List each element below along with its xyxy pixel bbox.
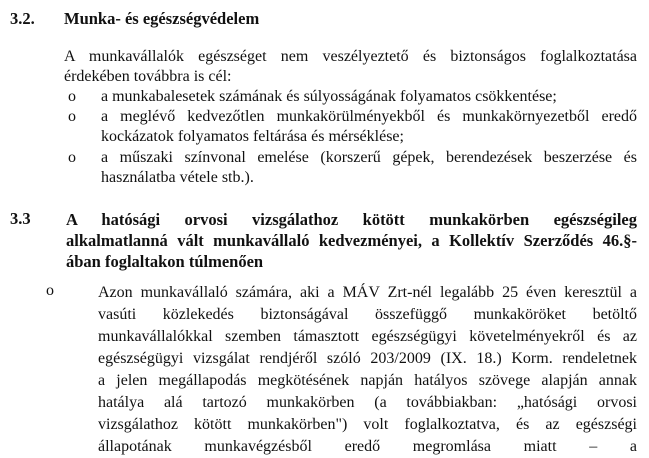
paragraph-line: állapotának munkavégzésből eredő megromlása miatt – a xyxy=(98,438,637,455)
bullet-icon: o xyxy=(68,148,76,166)
list-item-line: a munkabalesetek számának és súlyosságának folyamatos csökkentése; xyxy=(101,88,557,105)
paragraph-line: A munkavállalók egészséget nem veszélyeztető és biztonságos foglalkoztatása xyxy=(64,48,637,65)
title-line: A hatósági orvosi vizsgálathoz kötött munkakörben egészségileg xyxy=(66,210,637,229)
bullet-icon: o xyxy=(68,88,76,105)
section-title xyxy=(66,209,637,272)
paragraph-line: egészségügyi vizsgálat rendjéről szóló 203/2009 (IX. 18.) Korm. rendeletnek xyxy=(98,350,637,367)
body-paragraph xyxy=(98,282,637,458)
paragraph-line: Azon munkavállaló számára, aki a MÁV Zrt-nél legalább 25 éven keresztül a xyxy=(98,284,637,301)
title-line: alkalmatlanná vált munkavállaló kedvezményei, a Kollektív Szerződés 46.§- xyxy=(66,231,637,250)
paragraph-line: vizsgálathoz kötött munkakörben") volt foglalkoztatva, és az egészségi xyxy=(98,416,637,433)
paragraph-line: vasúti közlekedés biztonságával összefüggő munkaköröket betöltő xyxy=(98,306,637,323)
paragraph-line: a jelen megállapodás megkötésének napján hatályos szövege alapján annak xyxy=(98,372,637,389)
section-number: 3.3 xyxy=(10,209,31,228)
list-item-line: kockázatok folyamatos feltárása és mérséklése; xyxy=(101,128,404,146)
section-number: 3.2. xyxy=(10,9,35,28)
paragraph-line: érdekében továbbra is cél: xyxy=(64,68,232,86)
bullet-icon: o xyxy=(68,108,76,126)
paragraph-line: hatálya alá tartozó munkakörben (a továbbiakban: „hatósági orvosi xyxy=(98,394,637,411)
list-item-line: használatba vétele stb.). xyxy=(101,168,254,186)
paragraph-line: munkavállalókkal szemben támasztott egészségügyi követelményekről és az xyxy=(98,328,637,345)
list-item xyxy=(64,87,637,107)
title-line: ában foglaltakon túlmenően xyxy=(66,252,264,271)
section-title: Munka- és egészségvédelem xyxy=(64,9,260,28)
bullet-list xyxy=(64,87,637,188)
list-item xyxy=(64,107,637,147)
list-item xyxy=(64,148,637,188)
list-item-line: a műszaki színvonal emelése (korszerű gépek, berendezések beszerzése és xyxy=(101,148,637,166)
list-item-line: a meglévő kedvezőtlen munkakörülményekből és munkakörnyezetből eredő xyxy=(101,108,637,126)
intro-paragraph xyxy=(64,47,637,87)
bullet-icon: o xyxy=(46,282,54,299)
